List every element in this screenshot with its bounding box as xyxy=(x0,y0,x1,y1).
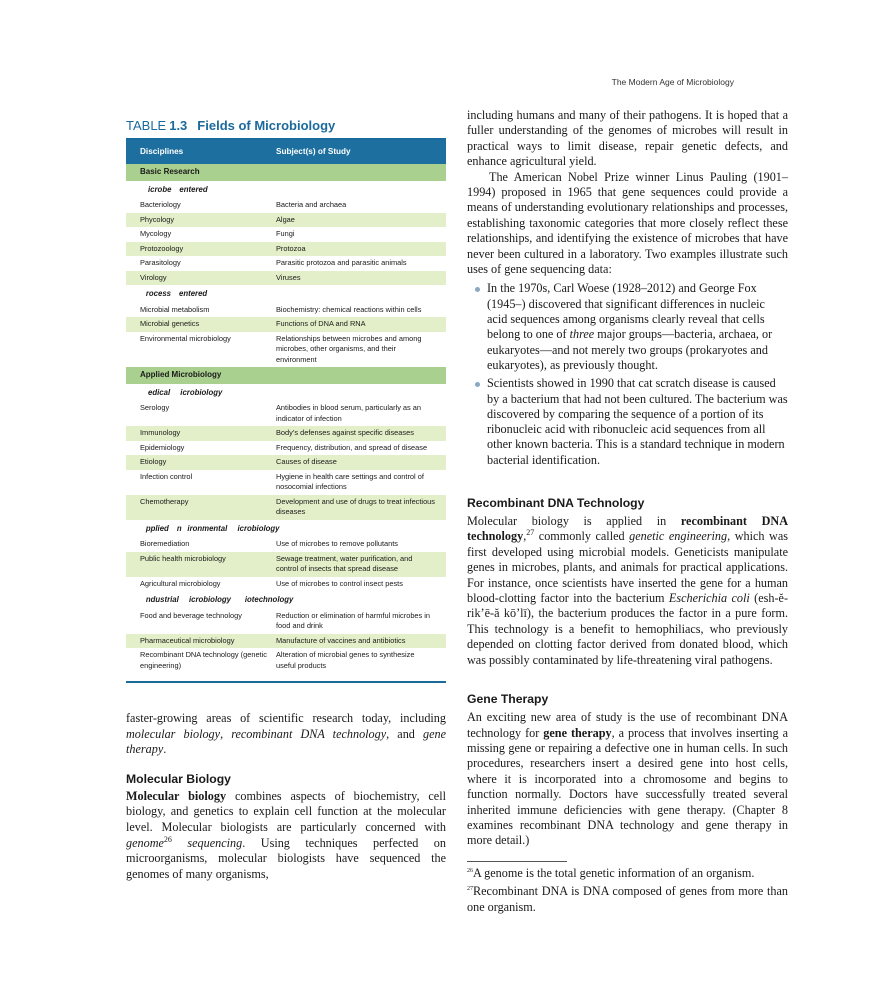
table-row xyxy=(126,441,446,456)
bullet-list xyxy=(467,281,788,468)
subgroup-label:  ndustrial   icrobiology   iotechnology  xyxy=(140,595,300,604)
subject-cell: Algae xyxy=(276,213,446,228)
table-row xyxy=(126,213,446,228)
discipline-cell: Pharmaceutical microbiology xyxy=(126,634,276,649)
discipline-cell: Bioremediation xyxy=(140,539,190,548)
heading-recombinant-dna: Recombinant DNA Technology xyxy=(467,496,645,511)
list-item: In the 1970s, Carl Woese (1928–2012) and George Fox (1945–) discovered that significant differences in nucleic acid sequences among organisms clearly reveal that cells belong to one of three major groups—bacteria, archaea, or eukaryotes—and not merely two groups (prokaryotes and eukaryotes), as previously thought. xyxy=(487,281,788,373)
subject-cell: Body’s defenses against specific diseases xyxy=(276,426,446,441)
subject-cell: Antibodies in blood serum, particularly as an indicator of infection xyxy=(276,403,422,423)
subject-cell: Relationships between microbes and among microbes, other organisms, and their environment xyxy=(276,333,422,364)
discipline-cell: Chemotherapy xyxy=(126,495,276,520)
right-para-2: The American Nobel Prize winner Linus Pauling (1901–1994) proposed in 1965 that gene sequences could provide a means of understanding evolutionary relationships and processes, establishing taxonomic categories that more closely reflect these relationships, and identifying the existence of microbes that have never been cultured in a laboratory. Two examples illustrate such uses of gene sequencing data: xyxy=(467,169,788,277)
subject-cell: Fungi xyxy=(276,229,295,238)
bullet-icon xyxy=(475,287,480,292)
table-row xyxy=(126,470,446,495)
discipline-cell: Food and beverage technology xyxy=(140,610,242,620)
table-row xyxy=(126,577,446,592)
header-subjects: Subject(s) of Study xyxy=(276,140,446,164)
right-para-1: including humans and many of their pathogens. It is hoped that a fuller understanding of the genomes of microbes will result in practical ways to limit disease, repair genetic defects, and enhance agricultural yield. xyxy=(467,108,788,169)
subject-cell: Development and use of drugs to treat infectious diseases xyxy=(276,495,446,520)
discipline-cell: Microbial genetics xyxy=(126,317,276,332)
subject-cell: Manufacture of vaccines and antibiotics xyxy=(276,634,446,649)
left-para-2: Molecular biology combines aspects of biochemistry, cell biology, and genetics to explain cell function at the molecular level. Molecular biologists are particularly concerned with genome$^{26}$ sequencing. Using techniques perfected on microorganisms, molecular biologists have sequenced the genomes of many organisms, xyxy=(126,788,446,881)
table-row xyxy=(126,648,446,673)
discipline-cell: Mycology xyxy=(140,229,172,238)
left-column xyxy=(126,118,446,882)
subject-cell: Frequency, distribution, and spread of disease xyxy=(276,442,428,452)
subgroup-label:  rocess  entered xyxy=(140,289,208,298)
table-header-row xyxy=(126,140,446,164)
discipline-cell: Environmental microbiology xyxy=(140,333,231,343)
discipline-cell: Public health microbiology xyxy=(126,552,276,577)
table-name: Fields of Microbiology xyxy=(197,118,336,133)
discipline-cell: Infection control xyxy=(140,471,193,481)
footnote-rule xyxy=(467,861,567,862)
table-body xyxy=(126,164,446,673)
discipline-cell: Agricultural microbiology xyxy=(140,578,221,588)
discipline-cell: Recombinant DNA technology (genetic engineering) xyxy=(140,650,267,670)
table-subgroup-row xyxy=(126,181,446,199)
table-row xyxy=(126,332,446,368)
heading-gene-therapy: Gene Therapy xyxy=(467,692,549,707)
table-subgroup-row xyxy=(126,285,446,303)
discipline-cell: Microbial metabolism xyxy=(140,304,210,314)
subject-cell: Reduction or elimination of harmful microbes in food and drink xyxy=(276,610,431,630)
table-row xyxy=(126,609,446,634)
section-label: Applied Microbiology xyxy=(126,367,446,384)
table-row xyxy=(126,426,446,441)
subject-cell: Parasitic protozoa and parasitic animals xyxy=(276,258,407,267)
subject-cell: Sewage treatment, water purification, and control of insects that spread disease xyxy=(276,552,446,577)
subgroup-label:  pplied  n ironmental   icrobiology xyxy=(140,523,280,533)
discipline-cell: Etiology xyxy=(126,455,276,470)
table-subgroup-row xyxy=(126,591,446,609)
table-number: 1.3 xyxy=(169,118,188,133)
table-row xyxy=(126,256,446,271)
discipline-cell: Parasitology xyxy=(140,258,181,267)
list-item: Scientists showed in 1990 that cat scratch disease is caused by a bacterium that had not been cultured. The bacterium was discovered by comparing the sequence of a portion of its ribonucleic acid with ribonucleic acid sequences from all other known bacteria. This is a standard technique in modern bacterial identification. xyxy=(487,376,788,468)
table-row xyxy=(126,401,446,426)
table-row xyxy=(126,198,446,213)
discipline-cell: Serology xyxy=(140,403,170,412)
running-head: The Modern Age of Microbiology xyxy=(611,77,734,87)
subject-cell: Viruses xyxy=(276,271,446,286)
section-label: Basic Research xyxy=(126,164,446,181)
subject-cell: Alteration of microbial genes to synthesize useful products xyxy=(276,650,415,670)
table-row xyxy=(126,495,446,520)
table-row xyxy=(126,455,446,470)
table-row xyxy=(126,634,446,649)
footnote-26: $^{26}$A genome is the total genetic information of an organism. xyxy=(467,865,755,880)
footnote-27: $^{27}$Recombinant DNA is DNA composed of genes from more than one organism. xyxy=(467,884,788,914)
right-para-3: Molecular biology is applied in recombinant DNA technology,$^{27}$ commonly called genetic engineering, which was first developed using microbial models. Geneticists manipulate genes in microbes, plants, and animals for practical applications. For instance, once scientists have inserted the gene for a human blood-clotting factor into the bacterium Escherichia coli (esh-ĕ-rik’ē-ă kō’lī), the bacterium produces the factor in a pure form. This technology is a benefit to hemophiliacs, who previously depended on clotting factor derived from donated blood, which was possibly contaminated by life-threatening viral pathogens. xyxy=(467,514,789,667)
table-section-row xyxy=(126,164,446,181)
discipline-cell: Phycology xyxy=(126,213,276,228)
subject-cell: Hygiene in health care settings and control of nosocomial infections xyxy=(276,471,424,491)
header-disciplines: Disciplines xyxy=(126,140,276,164)
table-section-row xyxy=(126,367,446,384)
subgroup-label:   icrobe  entered xyxy=(140,184,208,194)
table-subgroup-row xyxy=(126,520,446,538)
table-row xyxy=(126,227,446,242)
table-row xyxy=(126,537,446,552)
bullet-icon xyxy=(475,382,480,387)
discipline-cell: Immunology xyxy=(126,426,276,441)
discipline-cell: Bacteriology xyxy=(140,200,181,209)
discipline-cell: Virology xyxy=(126,271,276,286)
discipline-cell: Protozoology xyxy=(126,242,276,257)
subject-cell: Protozoa xyxy=(276,242,446,257)
subject-cell: Use of microbes to remove pollutants xyxy=(276,539,398,548)
subject-cell: Biochemistry: chemical reactions within cells xyxy=(276,304,422,314)
table-bottom-rule xyxy=(126,681,446,683)
table-row xyxy=(126,552,446,577)
table-subgroup-row xyxy=(126,384,446,402)
fields-table xyxy=(126,140,446,673)
subject-cell: Use of microbes to control insect pests xyxy=(276,578,403,588)
discipline-cell: Epidemiology xyxy=(140,442,185,452)
table-label: TABLE xyxy=(126,118,167,133)
table-row xyxy=(126,242,446,257)
subgroup-label:   edical   icrobiology xyxy=(140,387,223,397)
table-row xyxy=(126,271,446,286)
subject-cell: Functions of DNA and RNA xyxy=(276,317,446,332)
subject-cell: Causes of disease xyxy=(276,455,446,470)
table-row xyxy=(126,317,446,332)
table-row xyxy=(126,303,446,318)
right-para-4: An exciting new area of study is the use of recombinant DNA technology for gene therapy, a process that involves inserting a missing gene or repairing a defective one in human cells. In such procedures, researchers insert a desired gene into host cells, where it is incorporated into a chromosome and begins to function normally. Doctors have successfully treated several inherited immune deficiencies with gene therapy. (Chapter 8 examines recombinant DNA technology and gene therapy in more detail.) xyxy=(467,710,788,848)
heading-molecular-biology: Molecular Biology xyxy=(126,771,231,786)
left-para-1: faster-growing areas of scientific research today, including molecular biology, recombinant DNA technology, and gene therapy. xyxy=(126,711,446,757)
table-title xyxy=(126,118,446,134)
subject-cell: Bacteria and archaea xyxy=(276,200,347,209)
right-column xyxy=(467,108,788,915)
